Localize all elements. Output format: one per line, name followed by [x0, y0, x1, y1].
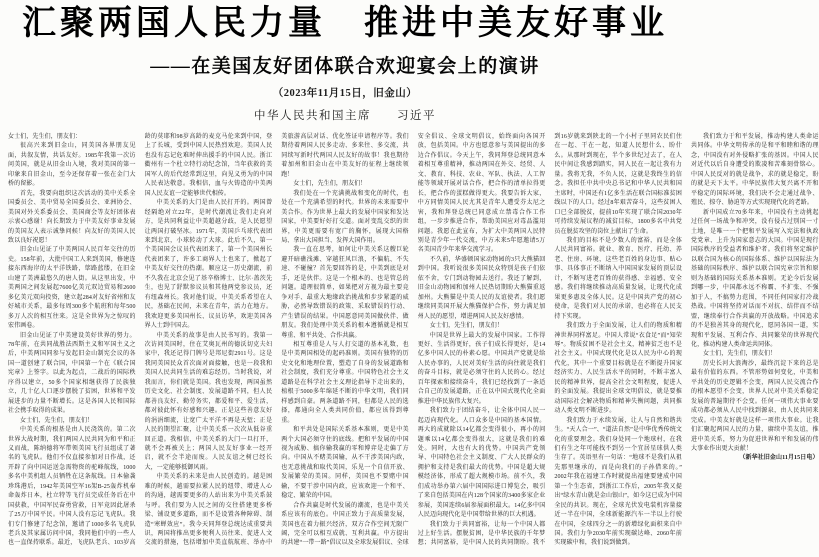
body-paragraph: 中美关系的故事是由人民书写的。我第一次访问美国时，住在艾奥瓦州的德沃切克夫妇家中，我还记得门牌号是邦尼街2911号。这是我同美国民众首次面对面接触，也是一段我和美国人民共同生活的难忘经历。当时我说，对我而言，你们就是美国。我也发现，两国虽然历史文化、社会制度、发展道路不同，但人民都善良友好、勤劳务实，都爱和平、爱生活，都对彼此怀有好感和兴趣。正是这些善意友好的涓涓细流，让宽广太平洋不再是天堑；正是人民的期望汇聚，让中美关系一次次从低谷重回正道。我相信，中美关系的大门一旦打开，就不会再被关上；两国人民友好事业一经开启，就不会半途而废。人民友谊之树已经长大，一定能够抵御风雨。 — [144, 332, 273, 471]
body-paragraph: 新中国成立70多年来，中国没有主动挑起过任何一场战争和冲突，没有侵占过别国一寸土地，是唯一一个把和平发展写入宪法和执政党党章、上升为国家意志的大国。中国是现行国际秩序的受益者和维护者。我们将坚定维护以联合国为核心的国际体系、维护以国际法为基础的国际秩序、维护以联合国宪章宗旨和原则为基础的国际关系基本准则。无论今后发展到哪一步，中国都永远不称霸、不扩张、不强加于人，不搞势力范围，不同任何国家打冷战热战。中国将坚持对话而不对抗、结伴而不结盟，继续奉行合作共赢的开放战略。中国追求的不是独善其身的现代化，愿同各国一道，实现和平发展、互利合作、共同繁荣的世界现代化，推动构建人类命运共同体。 — [690, 209, 819, 348]
article-header — [0, 0, 690, 123]
body-paragraph: 历史长河大浪淘沙，最终沉淀下来的总是最有价值的东西。不管形势如何变化，中美和平共处的历史逻辑不会变，两国人民交流合作的根本愿望不会变，世界人民对中美关系稳定发展的普遍期待不会变。任何一项伟大事业要成功都必须从人民中找到源泉，由人民共同来完成。中美友好就是这样一项伟大事业。让我们汇聚起两国人民的力量，赓续中美友谊，推进中美关系，努力为促进世界和平和发展的伟大事业作出更大贡献！ — [690, 360, 819, 452]
article-byline: 中华人民共和国主席 习近平 — [254, 110, 436, 122]
body-paragraph: 中国是世界上最大的发展中国家。工作得更好、生活得更好，孩子们成长得更好，是14亿多中国人民的朴素心愿。中国共产党就是给人民办事的，人民对美好生活的向往就是我们的奋斗目标，就是必须守住的人民的心。经过百年探索和接续奋斗，我们已经找到了一条适合自己的发展道路，正在以中国式现代化全面推进中华民族伟大复兴。 — [417, 332, 546, 405]
body-paragraph: 我们的目标不是少数人的富裕，而是全体人民共同富裕。就业、教育、医疗、托幼、养老、住房、环境，这些老百姓的身边事、贴心事、具体事正不断纳入中国国家发展的顶层设计，不断写进老百姓的获得感、幸福感、安全感。我们将继续推动高质量发展，让现代化成果更多惠及全体人民。这是中国共产党的初心使命，是我们对人民的承诺，也必将在人民支持下实现。 — [554, 237, 682, 320]
body-paragraph: 我一直在思考，如何让中美关系这艘巨轮避开暗礁浅滩、穿越狂风巨浪，不偏航、不失速、不碰撞？首先要回答的是，中美到底是对手，还是伙伴。这是一个根本的、也是管总的问题。道理很简单，如果把对方视为最主要竞争对手、最重大地缘政治挑战和步步紧逼的威胁，必然导致错误的政策、采取错误的行动、产生错误的结果。中国愿意同美国做伙伴、做朋友。我们处理中美关系的根本遵循就是相互尊重、和平共处、合作共赢。 — [281, 247, 409, 339]
body-paragraph: 很高兴来到旧金山，同美国各界朋友见面，共叙友情，共话友好。1985年我第一次访问美国，就是从旧金山入境，我对美国的第一印象来自旧金山，至今还保存着一张在金门大桥的留影。 — [8, 143, 136, 188]
article-columns — [8, 133, 819, 557]
body-paragraph: 我们致力于和平发展，推动构建人类命运共同体。中华文明传承的是和平和睦和谐的理念，中国没有对外侵略扩张的基因。中国人民对近代以后自身遭受的欺凌和苦难刻骨铭心。中国人民反对的就是战争，求的就是稳定，盼的就是天下太平。中华民族伟大复兴离不开和平稳定的国际环境，我们决不会走通过战争、殖民、掠夺、胁迫等方式实现现代化的老路。 — [690, 134, 819, 207]
article-dateline: （2023年11月15日，旧金山） — [272, 88, 418, 99]
article-subtitle: ——在美国友好团体联合欢迎宴会上的演讲 — [150, 56, 540, 77]
body-paragraph: 我们致力于永续发展，让人与自然和谐共生。“天人合一”、“道法自然”是中华优秀传统文化的重要理念。我们身处同一个地球村，在我们有生之年可能找不到另一个宜居星球供人类生存了。英语里有一句话：“地球不是我们从祖先那里继承的，而是向我们的子孙借来的。”2002年我在福建工作时就提出福建要建成中国第一个生态省，到浙江工作后，2005年我又提出“绿水青山就是金山银山”，如今这已成为中国全民的共识。现在，全球光伏发电装机容量接近一半在中国，全球新能源汽车一半以上行驶在中国，全球四分之一的新增绿化面积来自中国。我们力争2030年前实现碳达峰、2060年前实现碳中和，我们说到做到。 — [554, 417, 682, 547]
body-paragraph: 我们致力于全面发展，让人们的物质和精神世界同样富足。中国人常说“衣食足”而“知荣辱”。物质贫困不是社会主义，精神贫乏也不是社会主义。中国式现代化是以人民为中心的现代化，其中一个重要目标就是在不断提升国家经济实力、人民生活水平的同时，不断丰富人民的精神世界，提高全社会文明程度，促进人的全面发展。我提出全球文明倡议，就是要推动国际社会解决物质和精神失衡问题，共同推动人类文明不断进步。 — [554, 323, 682, 415]
greeting-line: 女士们，先生们，朋友们： — [8, 134, 82, 140]
body-paragraph: 中美关系的大门是由人民打开的。两国曾经隔绝对立22年，是时代潮流让我们走向对方，是共同利益让中美超越分歧，是人民愿望让两国打破坚冰。1971年，美国乒乓球代表团来到北京，小球转动了大球。此后不久，第一个美国国会议员代表团来了，第一个美国州长代表团来了，许多工商界人士也来了，掀起了中美友好交往的热潮。顺应这一历史潮流，前不久我在北京会见了基辛格博士、比尔·盖茨先生，也见了舒默参议员和其他两党参议员，还有纽森州长。我对他们说，中美关系希望在人民，基础在民间，未来在青年，活力在地方。我欢迎更多美国州长、议员访华，欢迎美国各界人士到中国去。 — [144, 200, 273, 330]
greeting-line: 女士们，先生们，朋友们！ — [293, 181, 367, 188]
body-paragraph: 我们处在一个充满挑战和变化的时代，也处在一个充满希望的时代。世界的未来需要中美合作。作为世界上最大的发展中国家和发达国家，中美要好好打交道。面对变乱交织的世界，中美更需要有宽广的胸怀，展现大国格局、拿出大国担当、发挥大国作用。 — [281, 190, 409, 244]
body-paragraph: 合作共赢是时代发展的潮流，也是中美关系应该有的底色。中国正致力于高质量发展，美国也在着力振兴经济，双方合作空间无限广阔，完全可以相互成就、互利共赢。中方提出的共建“一带一路”倡议以及全球发展倡议、全球安全倡议、全球文明倡议，始终面向各国开放，包括美国。中方也愿意参与美国提出的多边合作倡议。今天上午，我同拜登总统同意本着相互尊重精神，推动两国在外交、经贸、人文、教育、科技、农业、军队、执法、人工智能等领域开展对话合作，把合作的清单拉得更长，把合作的蛋糕做得更大。我要告诉大家，中方同情美国人民尤其是青年人遭受芬太尼之害，我和拜登总统已同意成立禁毒合作工作组，一步步推进合作，帮助美国应对毒品滥用问题。我愿在此宣布，为扩大中美两国人民特别是青少年一代交流，中方未来5年愿邀请5万名美国青少年来华交流学习。 — [281, 134, 546, 547]
body-paragraph: 相互尊重是人与人打交道的基本礼数，也是中美两国相处的起码准则。美国有独特的历史文化和地理位置，塑造了自身的发展道路和社会制度，我们充分尊重。中国特色社会主义道路是在科学社会主义理论指导下走出来的，植根于5000多年绵延不断的中华文明，我们同样感到自豪。两条道路不同，但都是人民的选择，都通向全人类共同价值，都应该得到尊重。 — [281, 341, 409, 424]
greeting-line: 女士们，先生们，朋友们！ — [702, 351, 777, 358]
article-title: 汇聚两国人民力量 推进中美友好事业 — [22, 4, 668, 42]
body-paragraph: 中美关系的根基是由人民浇筑的。第二次世界大战时期，我们两国人民共同为和平和正义而战，陈纳德将军带领美国飞行员组成了著名的飞虎队。他们不仅直接参加对日作战，还开辟了向中国运送急需物资的驼峰航线，1000多名中美机组人员牺牲在这条航线。日本偷袭珍珠港后，1942年美国空军16架B-25轰炸机奉命轰炸日本，杜立特等飞行员完成任务后在中国获救，中国军民奋勇营救，日军竟因此屠杀了25万中国平民。中国人没有忘记飞虎队。我们专门修建了纪念馆，邀请了1000多名飞虎队老兵及其家属访问中国，我同他们中的一些人也一直保持联系。最近，飞虎队老兵、103岁高龄的莫耶和98岁高龄的麦克马伦来到中国，登上了长城，受到中国人民热烈欢迎。美国人民也没有忘记危难时伸出援手的中国人民。浙江衢州有一个杜立特行动纪念馆，当年获救的美国军人的后代经常到这里，向见义勇为的中国人民表达敬意。我相信，血与火铸造的中美两国人民友谊一定能够世代相传。 — [8, 134, 273, 547]
body-paragraph: 不久前，华盛顿国家动物园的3只大熊猫回到中国。我听说很多美国民众特别是孩子们依依不舍，专门到动物园去送行。我还了解到，旧金山动物园和加州人民热切期盼大熊猫重返加州。大熊猫是中美人民的友谊使者。我们愿继续同美国开展大熊猫保护合作，努力满足加州人民的愿望，增进两国人民友好感情。 — [417, 256, 546, 320]
body-paragraph: 旧金山见证了中美建设美好世界的努力。78年前，在共同战胜法西斯主义和军国主义之后，中美两国同参与发起旧金山制宪会议的各国一道创建了联合国，中国第一个在《联合国宪章》上签字。以此为起点，二战后的国际秩序得以建立，50多个国家相继获得了民族独立，几十亿人口逐步摆脱了贫困，世界和平发展进步的力量不断增长。这是各国人民和国际社会携手取得的成果。 — [8, 332, 136, 415]
body-paragraph: 和平共处是国际关系基本准则，更是中美两个大国必须守住的底线。把和平发展的中国视为威胁、搞你输我赢的零和博弈是走偏了方向。中国从不赌美国输，从不干涉美国内政，也无意挑战和取代美国，乐见一个自信开放、发展繁荣的美国。同样，美国也不要赌中国输，不要干涉中国内政，应该欢迎一个和平、稳定、繁荣的中国。 — [281, 427, 409, 500]
body-paragraph: 旧金山见证了中美两国人民百年交往的历史。158年前，大批中国工人来到美国，修建连接东西海岸的太平洋铁路，筚路蓝缕，在旧金山建了美洲最悠久的唐人街。从这里出发，中美两国之间发展起7600亿美元双边贸易和2600多亿美元双向投资，建立起284对友好省州和友好城市关系，最多每周300多个航班和每年500多万人次的相互往来。这是全世界为之惊叹的宏伟画卷。 — [8, 247, 136, 330]
body-paragraph: 首先，我要向组织这次活动的美中关系全国委员会、美中贸易全国委员会、亚洲协会、美国对外关系委员会、美国商会等友好团体表示衷心感谢！向长期致力于中美友好事业发展的美国友人表示诚挚问候！向友好的美国人民致以良好祝愿！ — [8, 190, 136, 244]
body-paragraph: 我们致力于共同富裕，让每一个中国人都过上好生活。摆脱贫困，是中华民族的千年梦想；共同富裕，是中国人民的共同期盼。我不到16岁就来到陕北的一个小村子里同农民们住在一起、干在一起，知道人民想什么、盼什么。从那时到现在，半个多世纪过去了，在人民中间让我感到踏实，同人民在一起让我有力量。我将无我，不负人民，这就是我终生的信念。我担任中共中央总书记和中华人民共和国主席时，中国还有1亿多生活在联合国标准贫困线以下的人口。经过8年艰苦奋斗，这些贫困人口已全部脱贫，提前10年实现了联合国2030年可持续发展议程的减贫目标，1800多名中共党员在脱贫攻坚的岗位上献出了生命。 — [417, 134, 682, 547]
greeting-line: 女士们，先生们，朋友们！ — [20, 417, 94, 424]
wire-credit: （新华社旧金山11月15日电） — [739, 455, 819, 462]
greeting-line: 女士们，先生们，朋友们！ — [429, 323, 503, 330]
body-paragraph: 我们致力于团结奋斗，让全体中国人民一起迈向现代化。人口众多是中国的基本国情。再大的成就除以14亿都会变得很小，再小的问题乘以14亿都会变得很大，这就是我们的难处。同时，大也有大的优势。中国共产党领导、中国特色社会主义制度、广大人民群众的拥护和支持是我们最大的优势。中国是超大规模经济体，形成了超大规模市场。前不久，我们成功举办第六届中国国际进口博览会，吸引了来自包括美国在内128个国家的3400多家企业参展，美国连续6届参展面积最大。14亿多中国人民迈向现代化是中国带给世界的巨大机遇。 — [417, 408, 546, 519]
body-paragraph: 中美关系的未来是由人民创造的。越是困难的时候，越需要拉紧人民的纽带、增进人心的沟通，越需要更多的人站出来为中美关系鼓与呼。我们要为人民之间的交往搭建更多桥梁、铺设更多道路，而不是设置各种障碍、制造“寒蝉效应”。我今天同拜登总统达成重要共识，两国将推出更多便利人员往来、促进人文交流的措施，包括增加中美直航航班、举办中美旅游高层对话、优化签证申请程序等。我们期待着两国人民多走动、多来往、多交流，共同续写新时代两国人民友好的故事！我也期待着加州和旧金山在中美友好的征程上继续领跑！ — [144, 134, 409, 547]
